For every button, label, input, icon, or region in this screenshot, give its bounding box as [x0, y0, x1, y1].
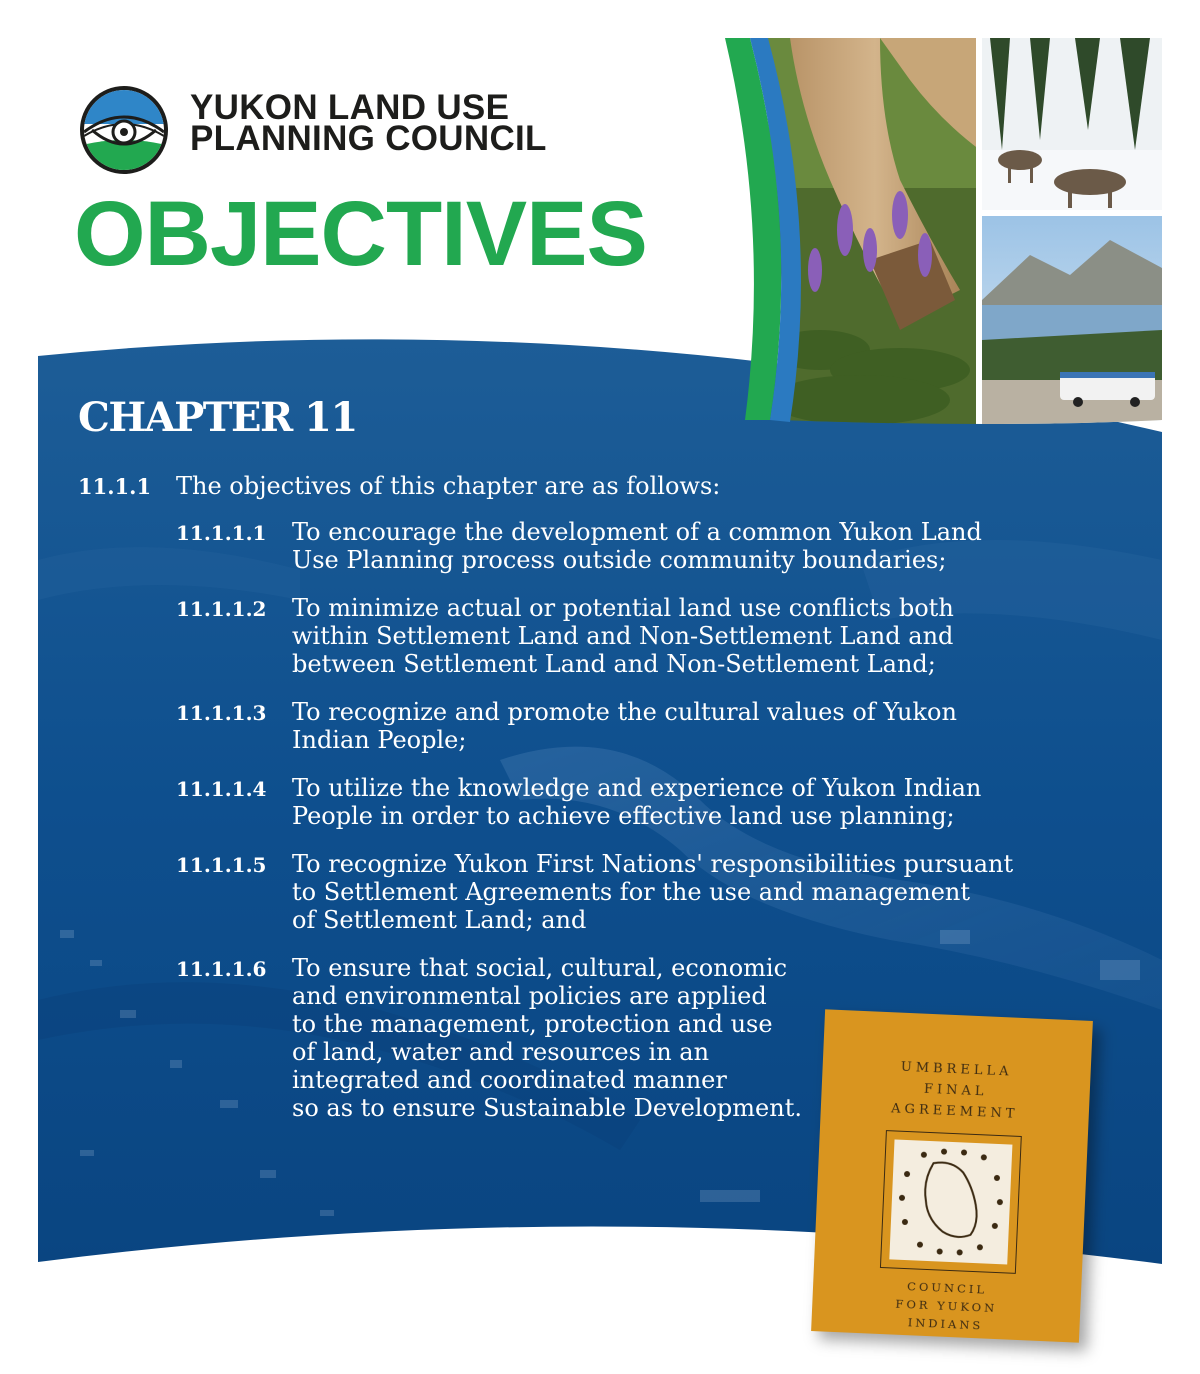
- photo-collage: [755, 38, 1162, 428]
- item-text: To minimize actual or potential land use conflicts both within Settlement Land and Non-Settlement Land and between Settlement Land and Non-Settlement Land;: [292, 594, 954, 678]
- item-number: 11.1.1.1: [176, 521, 267, 545]
- item-text: To encourage the development of a common Yukon Land Use Planning process outside community boundaries;: [292, 518, 982, 574]
- book-title: [820, 1053, 1090, 1128]
- organization-name-line2: PLANNING COUNCIL: [190, 119, 547, 158]
- yukon-map-seal-icon: [880, 1130, 1022, 1274]
- item-text: To recognize and promote the cultural values of Yukon Indian People;: [292, 698, 957, 754]
- item-number: 11.1.1.3: [176, 701, 267, 725]
- list-item: [176, 518, 1013, 574]
- list-item: [176, 594, 1013, 678]
- book-title-line3: AGREEMENT: [890, 1101, 1019, 1122]
- organization-name: [190, 88, 547, 158]
- list-item: [176, 698, 1013, 754]
- chapter-title: CHAPTER 11: [78, 394, 357, 441]
- list-item: [176, 850, 1013, 934]
- eye-landscape-logo-icon: [78, 84, 170, 176]
- item-number: 11.1.1.4: [176, 777, 267, 801]
- intro-text: The objectives of this chapter are as follows:: [176, 472, 721, 500]
- book-title-line1: UMBRELLA: [900, 1059, 1013, 1080]
- item-number: 11.1.1.6: [176, 957, 267, 981]
- list-item: [176, 774, 1013, 830]
- item-text: To ensure that social, cultural, economic and environmental policies are applied to the management, protection and use of land, water and resources in an integrated and coordinated manner so as to ensure Sustainable Development.: [292, 954, 802, 1122]
- book-publisher-line2: FOR YUKON: [895, 1296, 998, 1316]
- item-number: 11.1.1.2: [176, 597, 267, 621]
- book-title-line2: FINAL: [923, 1081, 988, 1100]
- page-title: OBJECTIVES: [74, 183, 647, 285]
- item-number: 11.1.1.5: [176, 853, 267, 877]
- item-text: To recognize Yukon First Nations' responsibilities pursuant to Settlement Agreements for the use and management of Settlement Land; and: [292, 850, 1014, 934]
- book-publisher-line3: INDIANS: [907, 1315, 984, 1333]
- umbrella-final-agreement-book: [811, 1009, 1093, 1342]
- book-publisher-line1: COUNCIL: [906, 1279, 988, 1297]
- book-publisher: [811, 1273, 1081, 1339]
- organization-name-line1: YUKON LAND USE: [190, 88, 510, 127]
- intro-number: 11.1.1: [78, 474, 152, 499]
- item-text: To utilize the knowledge and experience of Yukon Indian People in order to achieve effective land use planning;: [292, 774, 982, 830]
